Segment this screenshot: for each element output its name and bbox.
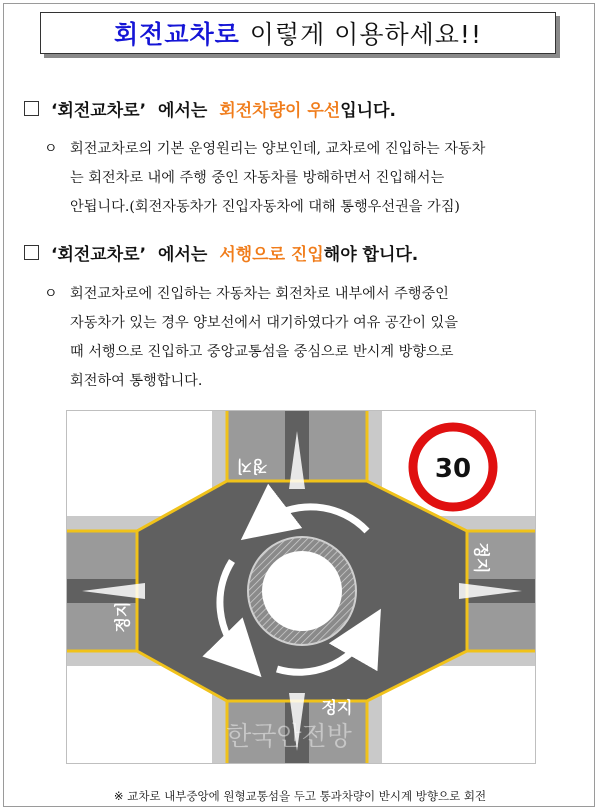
section1-heading-end: 입니다. xyxy=(340,101,396,121)
section2-paragraph xyxy=(44,280,578,396)
section1-heading-highlight: 회전차량이 우선 xyxy=(219,101,341,121)
stop-marking-north: 정지 xyxy=(236,457,268,476)
stop-marking-west: 정지 xyxy=(113,601,132,633)
central-island xyxy=(262,551,342,631)
section2-heading-end: 해야 합니다. xyxy=(323,245,419,265)
section1-line: 는 회전차로 내에 주행 중인 자동차를 방해하면서 진입해서는 xyxy=(70,170,445,186)
speed-limit-value: 30 xyxy=(434,454,472,484)
section2-line: 회전교차로에 진입하는 자동차는 회전차로 내부에서 주행중인 xyxy=(70,286,449,302)
roundabout-illustration xyxy=(67,411,536,764)
diagram-caption: ※ 교차로 내부중앙에 원형교통섬을 두고 통과차량이 반시계 방향으로 회전 xyxy=(113,789,487,803)
bullet-circle-icon: ㅇ xyxy=(44,286,58,302)
title-rest: 이렇게 이용하세요!! xyxy=(249,20,482,49)
section2-heading-quote: ‘회전교차로’ xyxy=(51,245,147,265)
section2-line: 때 서행으로 진입하고 중앙교통섬을 중심으로 반시계 방향으로 xyxy=(70,344,454,360)
section1-heading-quote: ‘회전교차로’ xyxy=(51,101,147,121)
section1-line: 안됩니다.(회전자동차가 진입자동차에 대해 통행우선권을 가짐) xyxy=(70,199,460,215)
section1-heading-mid: 에서는 xyxy=(158,101,208,121)
title-highlight: 회전교차로 xyxy=(114,20,240,49)
section2-heading xyxy=(24,240,418,265)
bullet-circle-icon: ㅇ xyxy=(44,141,58,157)
stop-marking-south: 정지 xyxy=(321,698,353,717)
section1-heading xyxy=(24,96,396,121)
checkbox-square-icon xyxy=(24,101,39,116)
roundabout-diagram xyxy=(66,410,536,764)
section1-paragraph xyxy=(44,135,578,222)
page-title xyxy=(40,12,556,54)
section2-line: 회전하여 통행합니다. xyxy=(70,373,203,389)
watermark: 한국안전방 xyxy=(226,722,352,752)
section2-heading-mid: 에서는 xyxy=(158,245,208,265)
stop-marking-east: 정지 xyxy=(472,542,491,574)
section2-heading-highlight: 서행으로 진입 xyxy=(219,245,324,265)
checkbox-square-icon xyxy=(24,245,39,260)
section2-line: 자동차가 있는 경우 양보선에서 대기하였다가 여유 공간이 있을 xyxy=(70,315,458,331)
section1-line: 회전교차로의 기본 운영원리는 양보인데, 교차로에 진입하는 자동차 xyxy=(70,141,486,157)
